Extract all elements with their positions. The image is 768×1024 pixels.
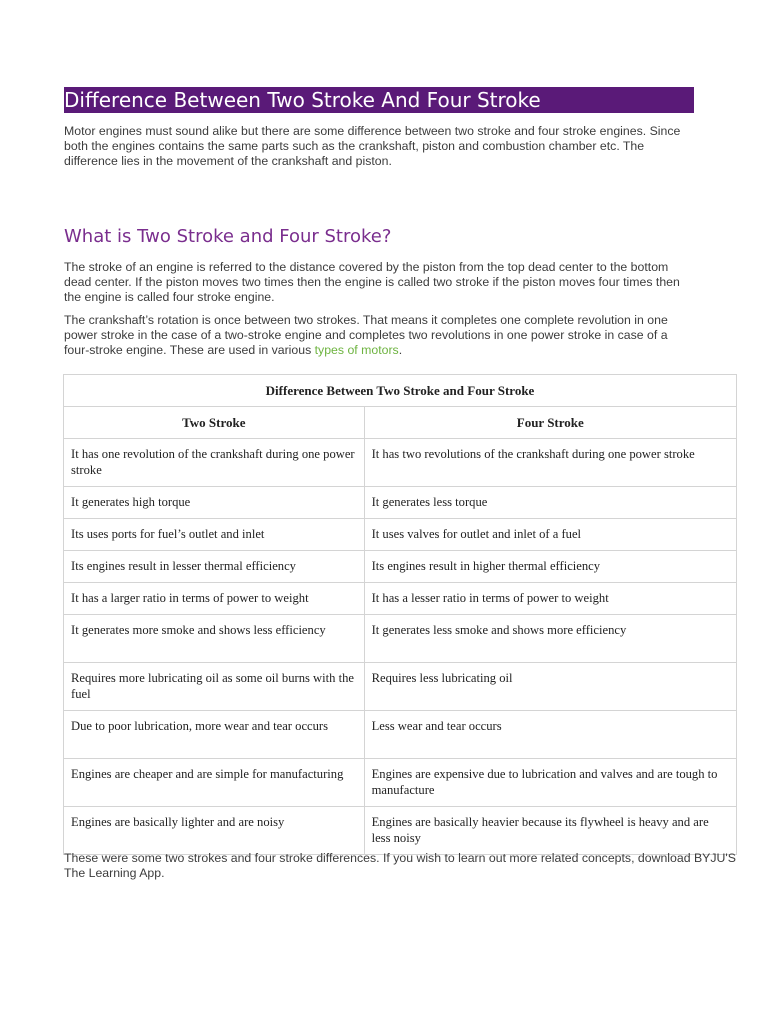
four-stroke-cell: Engines are basically heavier because its flywheel is heavy and are less noisy bbox=[364, 807, 736, 855]
stroke-definition-paragraph: The stroke of an engine is referred to the distance covered by the piston from the top dead center to the bottom dead center. If the piston moves two times then the engine is called two stroke if the piston moves four times then the engine is called four stroke engine. bbox=[64, 260, 680, 304]
page-title: Difference Between Two Stroke And Four Stroke bbox=[64, 87, 694, 113]
comparison-table bbox=[63, 374, 737, 855]
table-row bbox=[64, 519, 737, 551]
two-stroke-cell: It has a larger ratio in terms of power to weight bbox=[64, 583, 365, 615]
crankshaft-paragraph-text: The crankshaft’s rotation is once between two strokes. That means it completes one complete revolution in one power stroke in the case of a two-stroke engine and completes two revolutions in one power stroke in case of a four-stroke engine. These are used in various bbox=[64, 313, 668, 357]
two-stroke-cell: Engines are basically lighter and are noisy bbox=[64, 807, 365, 855]
four-stroke-cell: Requires less lubricating oil bbox=[364, 663, 736, 711]
table-row bbox=[64, 711, 737, 759]
column-header-four-stroke: Four Stroke bbox=[364, 407, 736, 439]
crankshaft-paragraph bbox=[64, 313, 694, 358]
four-stroke-cell: Its engines result in higher thermal efficiency bbox=[364, 551, 736, 583]
document-page bbox=[64, 87, 736, 880]
two-stroke-cell: Due to poor lubrication, more wear and tear occurs bbox=[64, 711, 365, 759]
four-stroke-cell: It has two revolutions of the crankshaft during one power stroke bbox=[364, 439, 736, 487]
four-stroke-cell: It generates less smoke and shows more efficiency bbox=[364, 615, 736, 663]
table-row bbox=[64, 807, 737, 855]
table-row bbox=[64, 439, 737, 487]
table-row bbox=[64, 759, 737, 807]
table-row bbox=[64, 583, 737, 615]
four-stroke-cell: It uses valves for outlet and inlet of a fuel bbox=[364, 519, 736, 551]
table-row bbox=[64, 663, 737, 711]
four-stroke-cell: It generates less torque bbox=[364, 487, 736, 519]
four-stroke-cell: Engines are expensive due to lubrication and valves and are tough to manufacture bbox=[364, 759, 736, 807]
two-stroke-cell: Engines are cheaper and are simple for manufacturing bbox=[64, 759, 365, 807]
column-header-two-stroke: Two Stroke bbox=[64, 407, 365, 439]
two-stroke-cell: Its uses ports for fuel’s outlet and inlet bbox=[64, 519, 365, 551]
two-stroke-cell: Requires more lubricating oil as some oil burns with the fuel bbox=[64, 663, 365, 711]
table-row bbox=[64, 487, 737, 519]
table-row bbox=[64, 551, 737, 583]
four-stroke-cell: It has a lesser ratio in terms of power to weight bbox=[364, 583, 736, 615]
table-caption: Difference Between Two Stroke and Four Stroke bbox=[64, 375, 737, 407]
table-row bbox=[64, 615, 737, 663]
types-of-motors-link[interactable]: types of motors bbox=[314, 343, 399, 357]
two-stroke-cell: It generates more smoke and shows less efficiency bbox=[64, 615, 365, 663]
two-stroke-cell: It generates high torque bbox=[64, 487, 365, 519]
two-stroke-cell: Its engines result in lesser thermal efficiency bbox=[64, 551, 365, 583]
intro-paragraph: Motor engines must sound alike but there are some difference between two stroke and four stroke engines. Since both the engines contains the same parts such as the crankshaft, piston and combustion chamber etc. The difference lies in the movement of the crankshaft and piston. bbox=[64, 124, 681, 168]
crankshaft-paragraph-end: . bbox=[398, 343, 403, 357]
section-heading: What is Two Stroke and Four Stroke? bbox=[64, 226, 392, 247]
two-stroke-cell: It has one revolution of the crankshaft during one power stroke bbox=[64, 439, 365, 487]
closing-paragraph: These were some two strokes and four stroke differences. If you wish to learn out more related concepts, download BYJU'S The Learning App. bbox=[64, 851, 736, 880]
four-stroke-cell: Less wear and tear occurs bbox=[364, 711, 736, 759]
